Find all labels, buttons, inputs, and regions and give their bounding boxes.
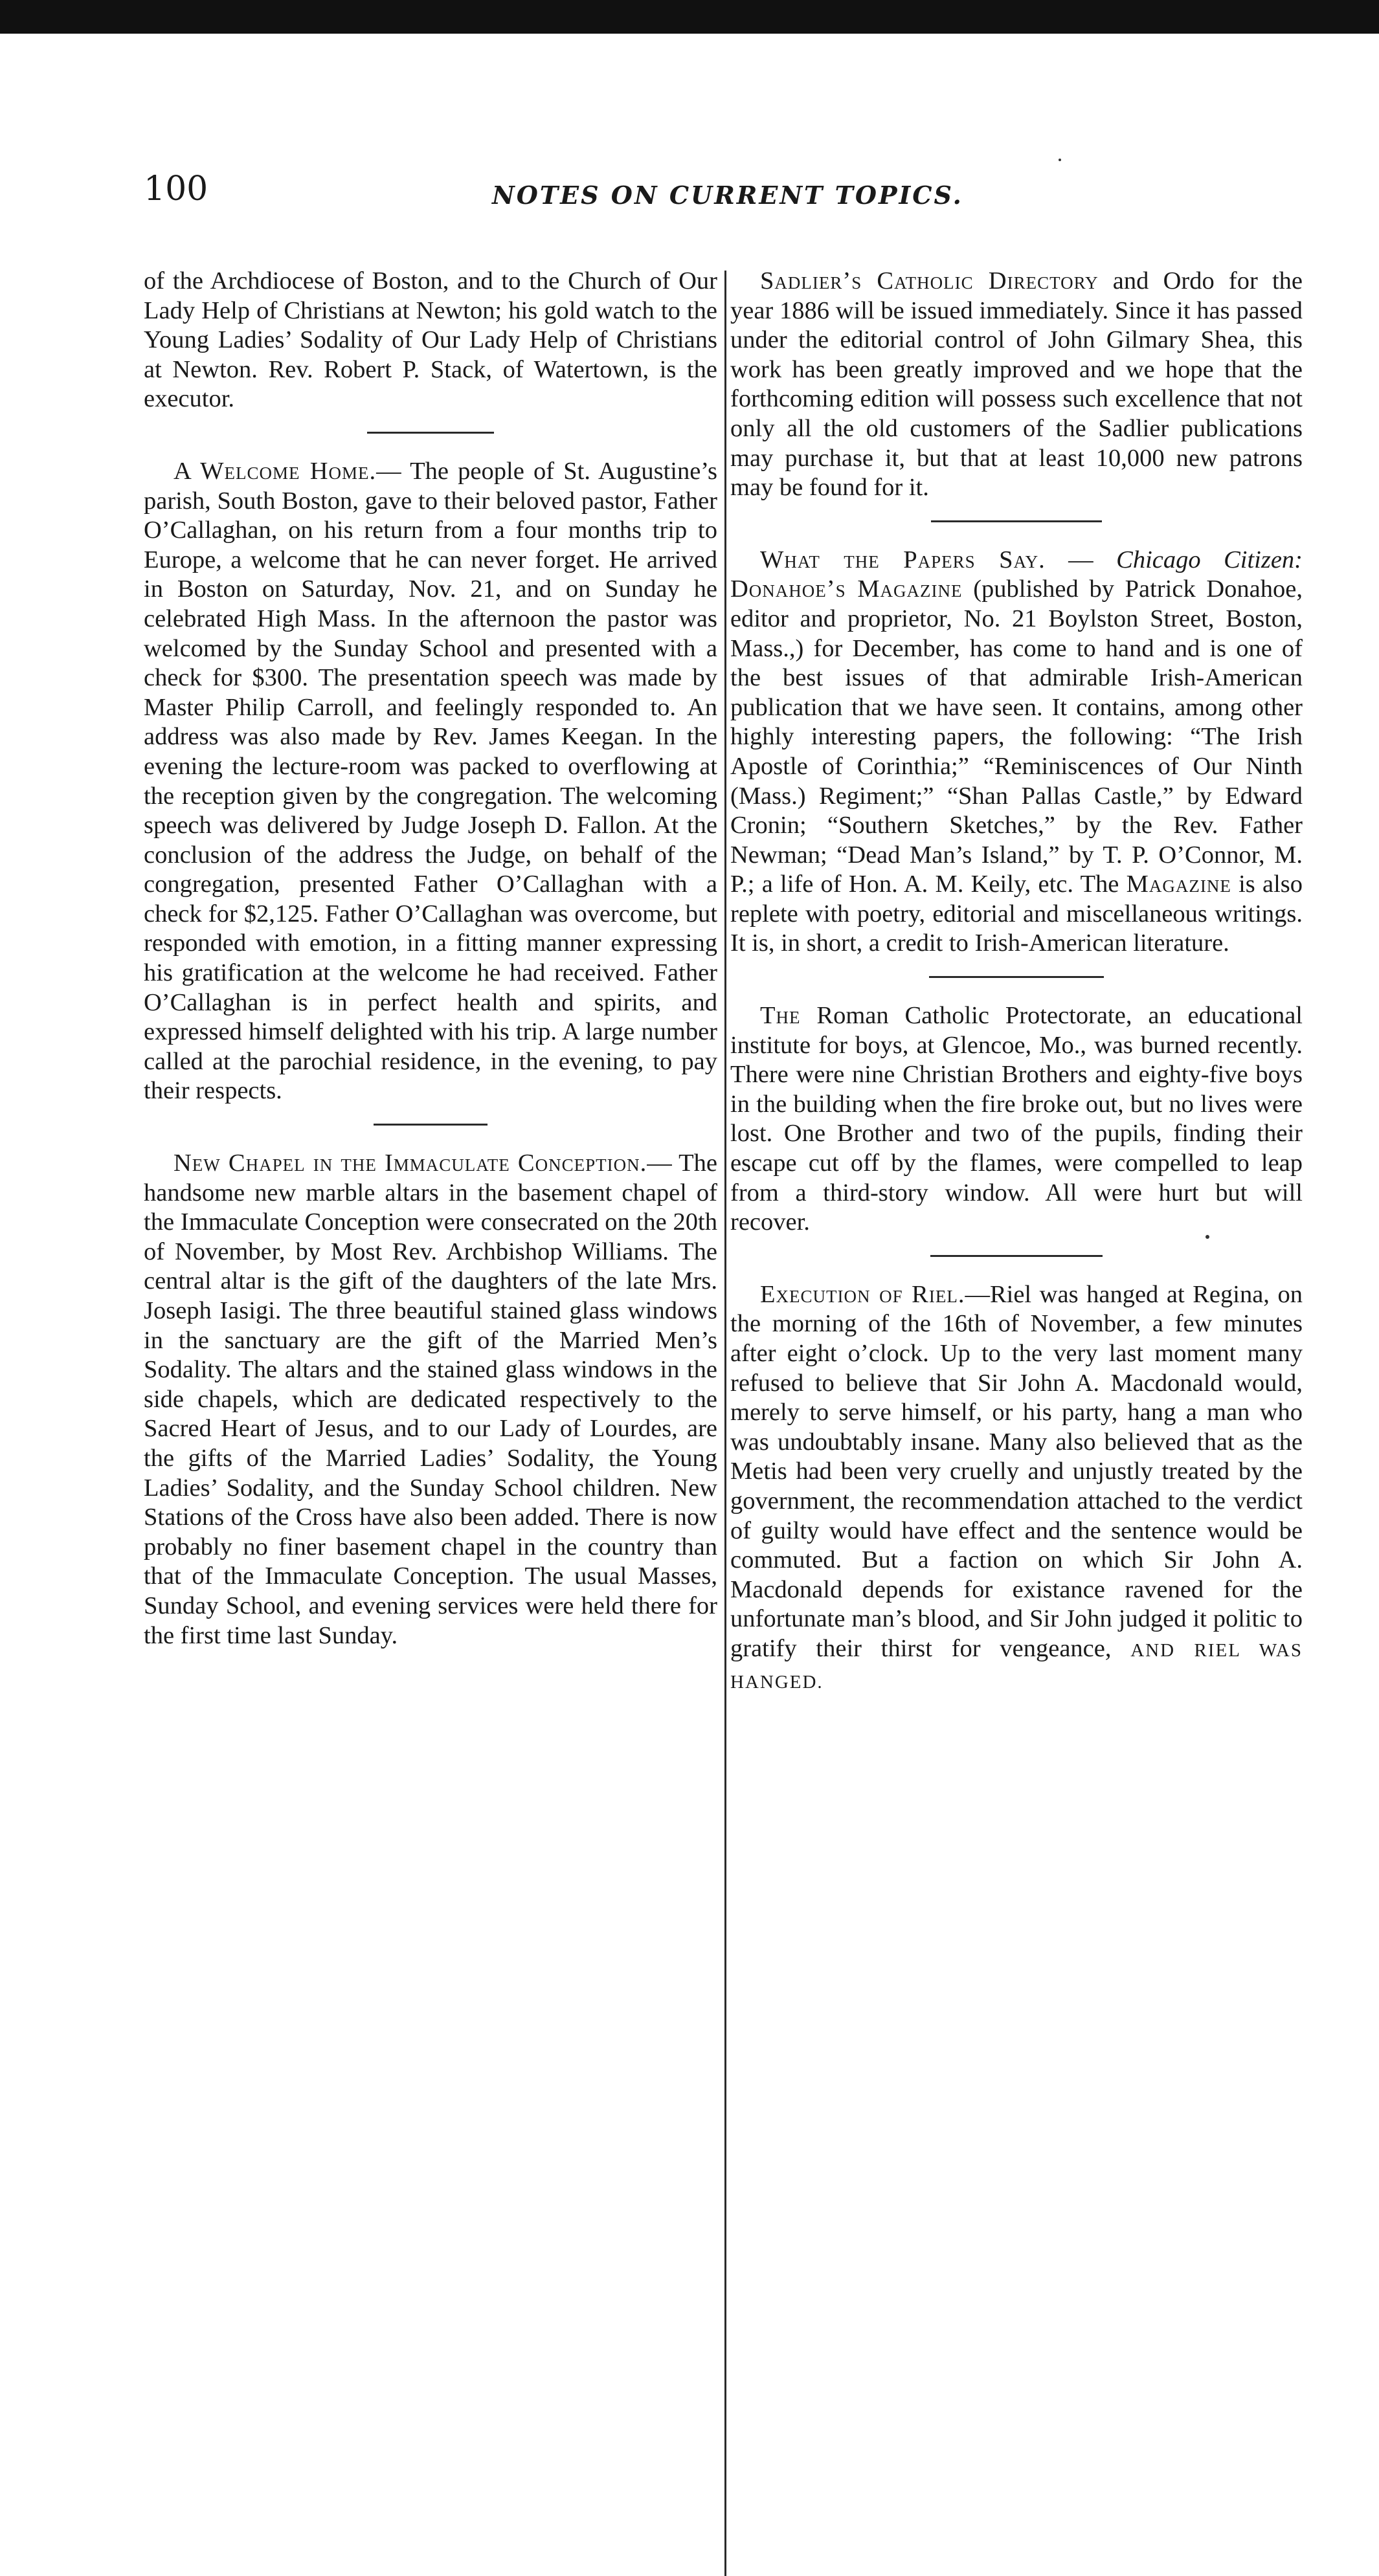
article-execution-riel: [730, 1280, 1303, 1697]
right-column: [730, 267, 1303, 1697]
heading-dash: —: [1045, 546, 1117, 573]
article-body: and Ordo for the year 1886 will be issued immediately. Since it has passed under the editorial control of John Gilmary Shea, this work has been greatly improved and we hope that the forthcoming edition will possess such excellence that not only all the old customers of the Sadlier publications may purchase it, but that at least 10,000 new patrons may be found for it.: [730, 267, 1303, 502]
article-heading: Execution of Riel.: [760, 1280, 965, 1308]
column-rule: [724, 271, 726, 2576]
left-column: [144, 267, 717, 1650]
article-body: — The people of St. Augustine’s parish, South Boston, gave to their beloved pastor, Father O’Callaghan, on his return from a four months trip to Europe, a welcome that he can never forget. He arrived in Boston on Saturday, Nov. 21, and on Sunday he celebrated High Mass. In the afternoon the pastor was welcomed by the Sunday School and presented with a check for $300. The presentation speech was made by Master Philip Carroll, and feelingly responded to. An address was also made by Rev. James Keegan. In the evening the lecture-room was packed to overflowing at the reception given by the congregation. The welcoming speech was delivered by Judge Joseph D. Fallon. At the conclusion of the address the Judge, on behalf of the congregation, presented Father O’Callaghan with a check for $2,125. Father O’Callaghan was overcome, but responded with emotion, in a fitting manner expressing his gratification at the welcome he had received. Father O’Callaghan is in perfect health and spirits, and expressed himself delighted with his trip. A large number called at the parochial residence, in the evening, to pay their respects.: [144, 457, 717, 1105]
print-speck: [1205, 1235, 1209, 1239]
article-heading: The: [760, 1002, 801, 1030]
article-body: — The handsome new marble altars in the basement chapel of the Immaculate Conception were consecrated on the 20th of November, by Most Rev. Archbishop Williams. The central altar is the gift of the daughters of the late Mrs. Joseph Iasigi. The three beautiful stained glass windows in the sanctuary are the gift of the Married Men’s Sodality. The altars and the stained glass windows in the side chapels, which are dedicated respectively to the Sacred Heart of Jesus, and to our Lady of Lourdes, are the gifts of the Married Ladies’ Sodality, the Young Ladies’ Sodality, and the Sunday School children. New Stations of the Cross have also been added. There is now probably no finer basement chapel in the country than that of the Immaculate Conception. The usual Masses, Sunday School, and evening services were held there for the first time last Sunday.: [144, 1149, 717, 1649]
section-divider: [930, 1255, 1103, 1257]
magazine-word: Magazine: [1126, 871, 1231, 898]
article-papers-say: [730, 546, 1303, 959]
page-number: 100: [144, 170, 208, 208]
article-body: Roman Catholic Protectorate, an educational institute for boys, at Glencoe, Mo., was burned recently. There were nine Christian Brothers and eighty-five boys in the building when the fire broke out, but no lives were lost. One Brother and two of the pupils, finding their escape cut off by the flames, were compelled to leap from a third-story window. All were hurt but will recover.: [730, 1002, 1303, 1236]
section-divider: [929, 976, 1104, 978]
article-heading: A Welcome Home.: [174, 457, 377, 485]
article-body: (published by Patrick Donahoe, editor and proprietor, No. 21 Boylston Street, Boston, Mass.,) for December, has come to hand and is one of the best issues of that admirable Irish-American publication that we have seen. It contains, among other highly interesting papers, the following: “The Irish Apostle of Corinthia;” “Reminiscences of Our Ninth (Mass.) Regiment;” “Shan Pallas Castle,” by Edward Cronin; “Southern Sketches,” by the Rev. Father Newman; “Dead Man’s Island,” by T. P. O’Connor, M. P.; a life of Hon. A. M. Keily, etc. The: [730, 575, 1303, 898]
section-divider: [367, 432, 494, 434]
article-heading: Sadlier’s Catholic Directory: [760, 267, 1099, 294]
article-heading: What the Papers Say.: [760, 546, 1046, 573]
magazine-name: Donahoe’s Magazine: [730, 575, 963, 603]
section-divider: [374, 1124, 488, 1126]
article-body: —Riel was hanged at Regina, on the morning of the 16th of November, a few minutes after eight o’clock. Up to the very last moment many refused to believe that Sir John A. Macdonald would, merely to serve himself, or his party, hang a man who was undoubtably insane. Many also believed that as the Metis had been very cruelly and unjustly treated by the government, the recommendation attached to the verdict of guilty would have effect and the sentence would be commuted. But a faction on which Sir John A. Macdonald depends for existance ravened for the unfortunate man’s blood, and Sir John judged it politic to gratify their thirst for vengeance,: [730, 1280, 1303, 1662]
article-protectorate: [730, 1001, 1303, 1238]
running-head: NOTES ON CURRENT TOPICS.: [492, 181, 963, 210]
article-new-chapel: [144, 1149, 717, 1650]
print-speck: [1059, 159, 1061, 161]
article-heading: New Chapel in the Immaculate Conception.: [174, 1149, 647, 1177]
article-catholic-directory: [730, 267, 1303, 503]
source-name: Chicago Citizen:: [1116, 546, 1303, 573]
closing-caps: AND RIEL WAS HANGED.: [730, 1639, 1303, 1693]
scan-top-border: [0, 0, 1379, 34]
section-divider: [931, 520, 1102, 522]
article-body-end: is also replete with poetry, editorial and miscellaneous writings. It is, in short, a credit to Irish-American literature.: [730, 871, 1303, 957]
article-welcome-home: [144, 457, 717, 1106]
continued-paragraph: of the Archdiocese of Boston, and to the Church of Our Lady Help of Christians at Newton; his gold watch to the Young Ladies’ Sodality of Our Lady Help of Christians at Newton. Rev. Robert P. Stack, of Watertown, is the executor.: [144, 267, 717, 413]
